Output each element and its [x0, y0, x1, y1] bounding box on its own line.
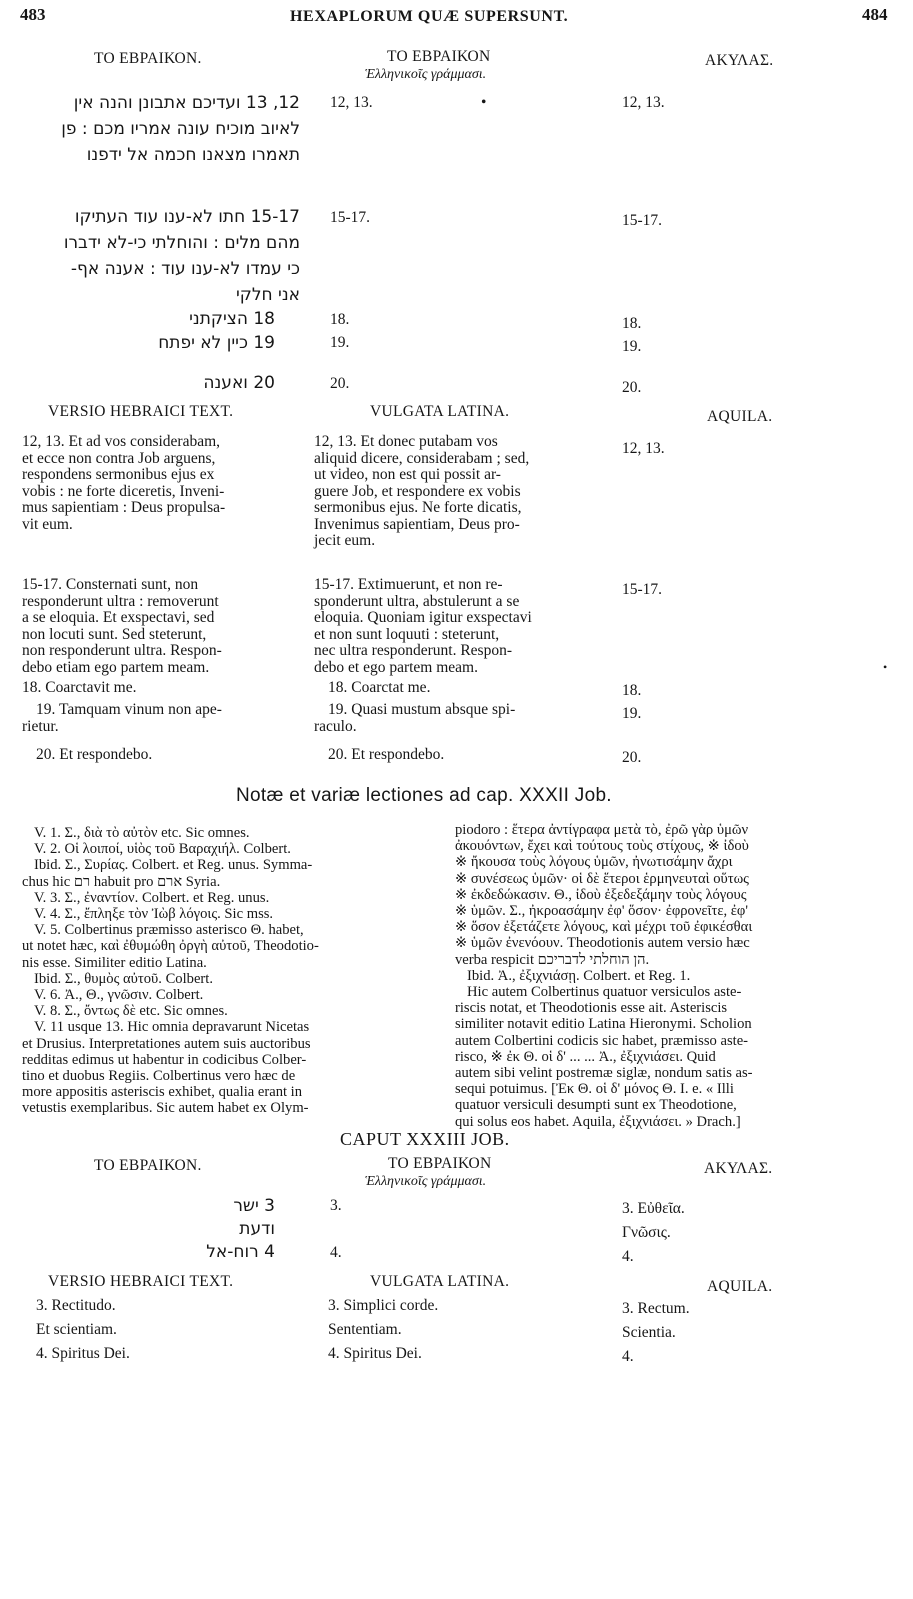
aquila-cell: 15-17.	[622, 581, 663, 598]
versio-paragraph: 15-17. Consternati sunt, non responderunt ultra : removerunt a se eloquia. Et exspectavi, sed non locuti sunt. Sed steterunt, non responderunt ultra. Respon- debo etiam ego partem meam.	[22, 576, 222, 676]
col-head-greek-letters-sub: Ἑλληνικοῖς γράμμασι.	[365, 1174, 487, 1189]
versio-paragraph: 19. Tamquam vinum non ape- rietur.	[22, 701, 222, 735]
notes-left-column: V. 1. Σ., διὰ τὸ αὐτὸν etc. Sic omnes. V. 2. Οἱ λοιποί, υἱὸς τοῦ Βαραχιήλ. Colbert. Ibid. Σ., Συρίας. Colbert. et Reg. unus. Symma- chus hic רם habuit pro ארם Syria. V. 3. Σ., ἐναντίον. Colbert. et Reg. unus. V. 4. Σ., ἔπληξε τὸν Ἰὼβ λόγοις. Sic mss. V. 5. Colbertinus præmisso asterisco Θ. habet, ut notet hæc, καὶ ἐθυμώθη ὀργὴ αὐτοῦ, Theodotio- nis esse. Similiter editio Latina. Ibid. Σ., θυμὸς αὐτοῦ. Colbert. V. 6. Ἀ., Θ., γνῶσιν. Colbert. V. 8. Σ., ὄντως δὲ etc. Sic omnes. V. 11 usque 13. Hic omnia depravarunt Nicetas et Drusius. Interpretationes autem suis auctoribus redditas edimus ut habentur in codicibus Colber- tino et duobus Regiis. Colbertinus vero hæc de more appositis asteriscis exhibet, qualia erant in vetustis exemplaribus. Sic autem habet ex Olym-	[22, 825, 319, 1117]
col-head-greek-letters: ΤΟ ΕΒΡΑΙΚΟΝ	[388, 1155, 492, 1172]
aquila-cell: 20.	[622, 379, 642, 396]
running-title: HEXAPLORUM QUÆ SUPERSUNT.	[290, 8, 569, 25]
vulgata-cell: 18. Coarctat me.	[328, 679, 431, 696]
col-head-greek-letters-sub: Ἑλληνικοῖς γράμμασι.	[365, 67, 487, 82]
hebrew-text: 4 רוח-אל	[206, 1242, 275, 1262]
col-head-greek-letters: ΤΟ ΕΒΡΑΙΚΟΝ	[387, 48, 491, 65]
versio-cell: 3. Rectitudo.	[36, 1297, 116, 1314]
page-number-left: 483	[20, 5, 46, 24]
greek-letters-cell: 20.	[330, 375, 350, 392]
hebrew-text: 18 הציקתני	[189, 309, 275, 329]
vulgata-paragraph: 12, 13. Et donec putabam vos aliquid dicere, considerabam ; sed, ut video, non est qui possit ar- guere Job, et respondere ex vobis sermonibus ejus. Ne forte dicatis, Invenimus sapientiam, Deus pro- jecit eum.	[314, 433, 530, 549]
versio-cell: 20. Et respondebo.	[36, 746, 153, 763]
col-head-vulgata: VULGATA LATINA.	[370, 1273, 510, 1290]
greek-letters-cell: 19.	[330, 334, 350, 351]
aquila-cell: Γνῶσις.	[622, 1224, 671, 1241]
aquila-cell: 18.	[622, 315, 642, 332]
aquila-cell: 19.	[622, 338, 642, 355]
vulgata-cell: 4. Spiritus Dei.	[328, 1345, 422, 1362]
greek-letters-cell: 4.	[330, 1244, 342, 1261]
vulgata-cell: Sententiam.	[328, 1321, 402, 1338]
greek-letters-cell: 12, 13.	[330, 94, 373, 111]
aquila-cell: 15-17.	[622, 212, 663, 229]
aquila-cell: 18.	[622, 682, 642, 699]
stray-dot: •	[883, 660, 888, 674]
stray-dot: •	[481, 94, 487, 111]
page-number-right: 484	[862, 5, 888, 24]
notes-right-column: piodoro : ἕτερα ἀντίγραφα μετὰ τὸ, ἐρῶ γὰρ ὑμῶν ἀκουόντων, ἔχει καὶ τούτους τοὺς στίχους, ※ ἰδοὺ ※ ἤκουσα τοὺς λόγους ὑμῶν, ἠνωτισάμην ἄχρι ※ συνέσεως ὑμῶν· οἱ δὲ ἕτεροι ἑρμηνευταὶ οὕτως ※ ἐκδεδώκασιν. Θ., ἰδοὺ ἐξεδεξάμην τοὺς λόγους ※ ὑμῶν. Σ., ἠκροασάμην ἐφ' ὅσον· ἐφρονεῖτε, ἐφ' ※ ὅσον ἐξετάζετε λόγους, καὶ μέχρι τοῦ ἐφικέσθαι ※ ὑμῶν ἐνενόουν. Theodotionis autem versio hæc verba respicit הן הוחלתי לדבריכם. Ibid. Ἀ., ἐξιχνιάσῃ. Colbert. et Reg. 1. Hic autem Colbertinus quatuor versiculos aste- riscis notat, et Theodotionis esse ait. Asteriscis similiter notavit editio Latina Hieronymi. Scholion autem Colbertini codicis sic habet, præmisso aste- risco, ※ ἐκ Θ. οἱ δ' ... ... Ἀ., ἐξιχνιάσει. Quid autem sibi velint postremæ siglæ, nondum satis as- sequi potuimus. [Ἐκ Θ. οἱ δ' μόνος Θ. I. e. « Illi quatuor versiculi desumpti sunt ex Theodotione, qui solus eos habet. Aquila, ἐξιχνιάσει. » Drach.]	[455, 822, 753, 1130]
aquila-cell: Scientia.	[622, 1324, 676, 1341]
versio-paragraph: 12, 13. Et ad vos considerabam, et ecce non contra Job arguens, respondens sermonibus ejus ex vobis : ne forte diceretis, Inveni- mus sapientiam : Deus propulsa- vit eum.	[22, 433, 226, 533]
aquila-cell: 19.	[622, 705, 642, 722]
vulgata-cell: 20. Et respondebo.	[328, 746, 445, 763]
greek-letters-cell: 15-17.	[330, 209, 371, 226]
hebrew-text: 20 ואענה	[203, 373, 275, 393]
versio-cell: Et scientiam.	[36, 1321, 117, 1338]
col-head-aquila-latin: AQUILA.	[707, 408, 773, 425]
hebrew-text: 3 ישר	[233, 1196, 275, 1216]
versio-cell: 4. Spiritus Dei.	[36, 1345, 130, 1362]
col-head-hebrew: ΤΟ ΕΒΡΑΙΚΟΝ.	[94, 50, 202, 67]
aquila-cell: 12, 13.	[622, 94, 665, 111]
versio-cell: 18. Coarctavit me.	[22, 679, 137, 696]
col-head-versio: VERSIO HEBRAICI TEXT.	[48, 403, 234, 420]
aquila-cell: 12, 13.	[622, 440, 665, 457]
hebrew-text: 19 כיין לא יפתח	[158, 333, 275, 353]
vulgata-paragraph: 15-17. Extimuerunt, et non re- sponderunt ultra, abstulerunt a se eloquia. Quoniam igitur exspectavi et non sunt loquuti : steterunt, nec ultra responderunt. Respon- debo et ego partem meam.	[314, 576, 532, 676]
col-head-aquila-latin: AQUILA.	[707, 1278, 773, 1295]
col-head-aquila: ΑΚΥΛΑΣ.	[705, 52, 774, 69]
vulgata-cell: 3. Simplici corde.	[328, 1297, 439, 1314]
aquila-cell: 3. Εὐθεῖα.	[622, 1200, 685, 1217]
greek-letters-cell: 3.	[330, 1197, 342, 1214]
col-head-versio: VERSIO HEBRAICI TEXT.	[48, 1273, 234, 1290]
aquila-cell: 3. Rectum.	[622, 1300, 690, 1317]
aquila-cell: 4.	[622, 1248, 634, 1265]
col-head-hebrew: ΤΟ ΕΒΡΑΙΚΟΝ.	[94, 1157, 202, 1174]
hebrew-text: 12, 13 ועדיכם אתבונן והנה אין לאיוב מוכיח עונה אמריו מכם : פן תאמרו מצאנו חכמה אל ידפנו	[61, 93, 300, 165]
hebrew-text: 15-17 חתו לא-ענו עוד העתיקו מהם מלים : והוחלתי כי-לא ידברו כי עמדו לא-ענו עוד : אענה אף- אני חלקי	[63, 207, 300, 305]
chapter-title: CAPUT XXXIII JOB.	[340, 1129, 510, 1149]
aquila-cell: 4.	[622, 1348, 634, 1365]
notes-title: Notæ et variæ lectiones ad cap. XXXII Job.	[236, 785, 612, 806]
col-head-aquila: ΑΚΥΛΑΣ.	[704, 1160, 773, 1177]
aquila-cell: 20.	[622, 749, 642, 766]
hebrew-text: ודעת	[239, 1219, 275, 1239]
vulgata-paragraph: 19. Quasi mustum absque spi- raculo.	[314, 701, 516, 735]
col-head-vulgata: VULGATA LATINA.	[370, 403, 510, 420]
greek-letters-cell: 18.	[330, 311, 350, 328]
